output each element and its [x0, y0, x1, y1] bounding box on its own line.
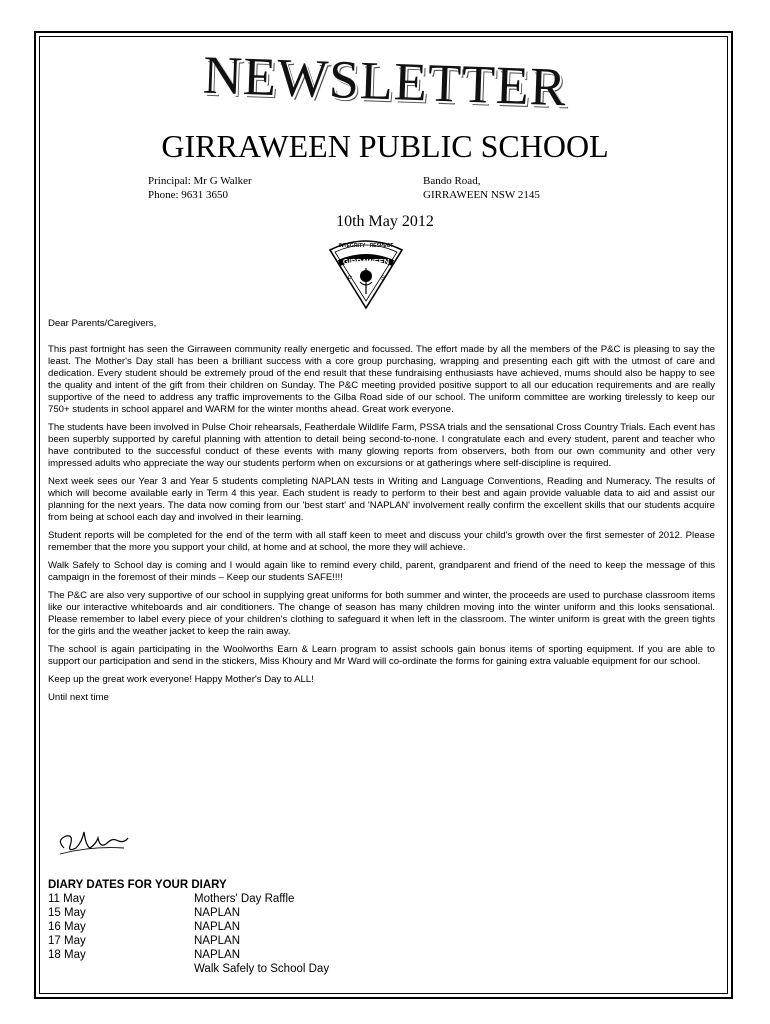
- diary-date: 18 May: [48, 949, 86, 961]
- paragraph: Student reports will be completed for the end of the term with all staff keen to meet and discuss your child's growth over the first semester of 2012. Please remember that the more you support your child, at home and at school, the more they will achieve.: [48, 530, 715, 553]
- paragraph: The school is again participating in the Woolworths Earn & Learn program to assist schools gain bonus items of sporting equipment. If you are able to support our participation and send in the stickers, Miss Khoury and Mr Ward will co-ordinate the forms for gaining extra valuable equipment for our school.: [48, 644, 715, 667]
- school-address: [423, 174, 540, 202]
- diary-date: 16 May: [48, 921, 86, 933]
- diary-event: NAPLAN: [194, 907, 241, 919]
- paragraph: The students have been involved in Pulse Choir rehearsals, Featherdale Wildlife Farm, PSSA trials and the sensational Cross Country Trials. Each event has been superbly supported by careful planning with attention to detail being second-to-none. I congratulate each and every student, parent and teacher who have contributed to the successful conduct of these events with many glowing reports from observers, both from our own community and other very impressed adults who appreciate the way our students perform when on excursions or at gatherings where self-discipline is required.: [48, 422, 715, 469]
- diary-event: Mothers' Day Raffle: [194, 893, 295, 905]
- principal-signature: [54, 826, 134, 860]
- svg-text:P: P: [348, 276, 353, 282]
- svg-text:GIRRAWEEN: GIRRAWEEN: [342, 257, 390, 266]
- newsletter-masthead: NEWSLETTER: [202, 44, 568, 118]
- letter-body: [48, 318, 715, 710]
- svg-text:INTEGRITY · RESPECT: INTEGRITY · RESPECT: [338, 243, 394, 249]
- diary-event: NAPLAN: [194, 949, 241, 961]
- diary-date: 11 May: [48, 893, 85, 905]
- paragraph: Next week sees our Year 3 and Year 5 students completing NAPLAN tests in Writing and Language Conventions, Reading and Numeracy. The results of which will become available early in Term 4 this year. Each student is ready to perform to their best and again provide valuable data to aid and assist our planning for the next years. The data now coming from our 'best start' and 'NAPLAN' involvement really confirm the excellent skills that our students acquire from being at school each day and involved in their learning.: [48, 476, 715, 523]
- phone-number: Phone: 9631 3650: [148, 189, 229, 201]
- diary-entry: [48, 948, 329, 962]
- paragraph: This past fortnight has seen the Girraween community really energetic and focussed. The effort made by all the members of the P&C is pleasing to say the least. The Mother's Day stall has been a brilliant success with a core group purchasing, wrapping and presenting each gift with the utmost of care and dedication. Every student should be extremely proud of the end result that these fundraising enthusiasts have achieved, mums should also be happy to see the quality and intent of the gift from their children on Sunday. The P&C meeting provided positive support to all our education requirements and are really supportive of the need to address any traffic improvements to the Gilba Road side of our school. The uniform committee are working tirelessly to keep our 750+ students in school apparel and WARM for the winter months ahead. Great work everyone.: [48, 344, 715, 415]
- address-suburb: GIRRAWEEN NSW 2145: [423, 189, 540, 201]
- school-crest-logo: [326, 236, 406, 310]
- diary-entry: [48, 962, 329, 976]
- salutation: Dear Parents/Caregivers,: [48, 318, 157, 329]
- diary-date: [48, 962, 194, 976]
- paragraph: The P&C are also very supportive of our school in supplying great uniforms for both summer and winter, the proceeds are used to purchase classroom items like our interactive whiteboards and air conditioners. The change of season has many children moving into the winter uniform and this looks sensational. Please remember to label every piece of your children's clothing to safeguard it when left in the classroom. The winter uniform is great with the green tights for the girls and the weather jacket to keep the rain away.: [48, 590, 715, 637]
- diary-title: DIARY DATES FOR YOUR DIARY: [48, 879, 227, 891]
- diary-entry: [48, 920, 329, 934]
- svg-text:S: S: [381, 276, 386, 282]
- issue-date: 10th May 2012: [336, 213, 434, 230]
- diary-entry: [48, 934, 329, 948]
- address-street: Bando Road,: [423, 175, 481, 187]
- diary-event: NAPLAN: [194, 935, 241, 947]
- diary-event: NAPLAN: [194, 921, 241, 933]
- diary-entry: [48, 892, 329, 906]
- diary-date: 15 May: [48, 907, 86, 919]
- diary-event: Walk Safely to School Day: [194, 963, 330, 975]
- school-name: GIRRAWEEN PUBLIC SCHOOL: [161, 128, 609, 164]
- closing-line: Keep up the great work everyone! Happy Mother's Day to ALL!: [48, 674, 314, 685]
- diary-date: 17 May: [48, 935, 86, 947]
- paragraph: Walk Safely to School day is coming and I would again like to remind every child, parent, grandparent and friend of the need to keep the message of this campaign in the foremost of their minds – Keep our students SAFE!!!!: [48, 560, 715, 583]
- principal-name: Principal: Mr G Walker: [148, 175, 252, 187]
- diary-dates: [48, 878, 329, 976]
- sign-off: Until next time: [48, 692, 109, 703]
- diary-entry: [48, 906, 329, 920]
- principal-contact: [148, 174, 252, 202]
